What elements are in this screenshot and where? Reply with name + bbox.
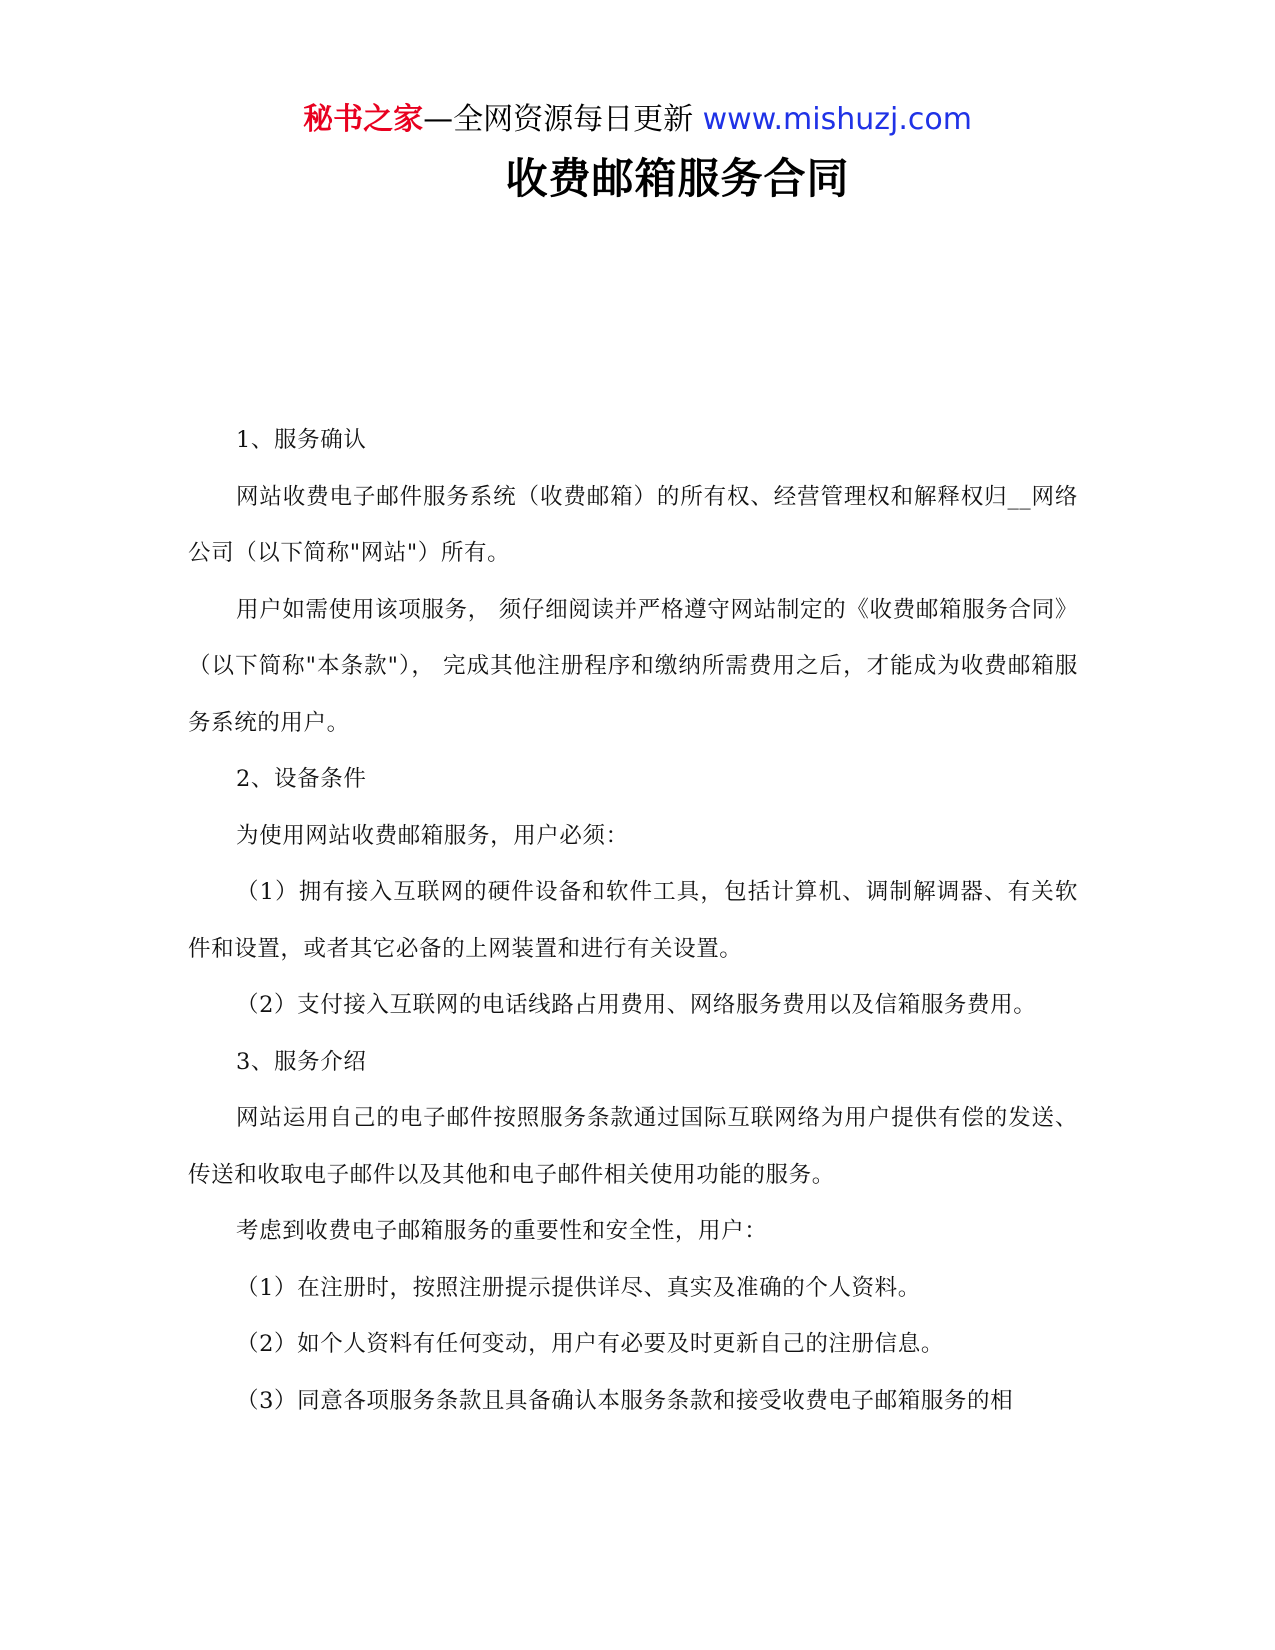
site-banner <box>0 100 1275 140</box>
list-item-user-1: （1）在注册时，按照注册提示提供详尽、真实及准确的个人资料。 <box>236 1274 921 1301</box>
banner-slogan: —全网资源每日更新 <box>423 102 703 137</box>
list-item-user-2: （2）如个人资料有任何变动，用户有必要及时更新自己的注册信息。 <box>236 1331 944 1357</box>
banner-brand-name: 秘书之家 <box>303 102 424 137</box>
document-title: 收费邮箱服务合同 <box>505 154 850 203</box>
banner-url-link[interactable]: www.mishuzj.com <box>702 102 972 137</box>
section-heading-equipment: 2、设备条件 <box>236 766 367 792</box>
list-item-equipment-2: （2）支付接入互联网的电话线路占用费用、网络服务费用以及信箱服务费用。 <box>236 992 1037 1018</box>
paragraph-security-intro: 考虑到收费电子邮箱服务的重要性和安全性，用户： <box>236 1218 768 1244</box>
document-body <box>188 412 1078 1429</box>
list-item-equipment-1: （1）拥有接入互联网的硬件设备和软件工具，包括计算机、调制解调器、有关软件和设置，或者其它必备的上网装置和进行有关设置。 <box>188 879 1078 962</box>
paragraph-user-agreement: 用户如需使用该项服务， 须仔细阅读并严格遵守网站制定的《收费邮箱服务合同》（以下简称"本条款"）， 完成其他注册程序和缴纳所需费用之后，才能成为收费邮箱服务系统的用户。 <box>188 596 1078 736</box>
paragraph-ownership: 网站收费电子邮件服务系统（收费邮箱）的所有权、经营管理权和解释权归__网络公司（以下简称"网站"）所有。 <box>188 483 1078 566</box>
section-heading-service-intro: 3、服务介绍 <box>236 1048 367 1075</box>
paragraph-equipment-intro: 为使用网站收费邮箱服务，用户必须： <box>236 822 629 849</box>
section-heading-service-confirmation: 1、服务确认 <box>236 427 367 453</box>
paragraph-service-description: 网站运用自己的电子邮件按照服务条款通过国际互联网络为用户提供有偿的发送、传送和收取电子邮件以及其他和电子邮件相关使用功能的服务。 <box>188 1105 1078 1188</box>
list-item-user-3: （3）同意各项服务条款且具备确认本服务条款和接受收费电子邮箱服务的相 <box>236 1387 1014 1414</box>
